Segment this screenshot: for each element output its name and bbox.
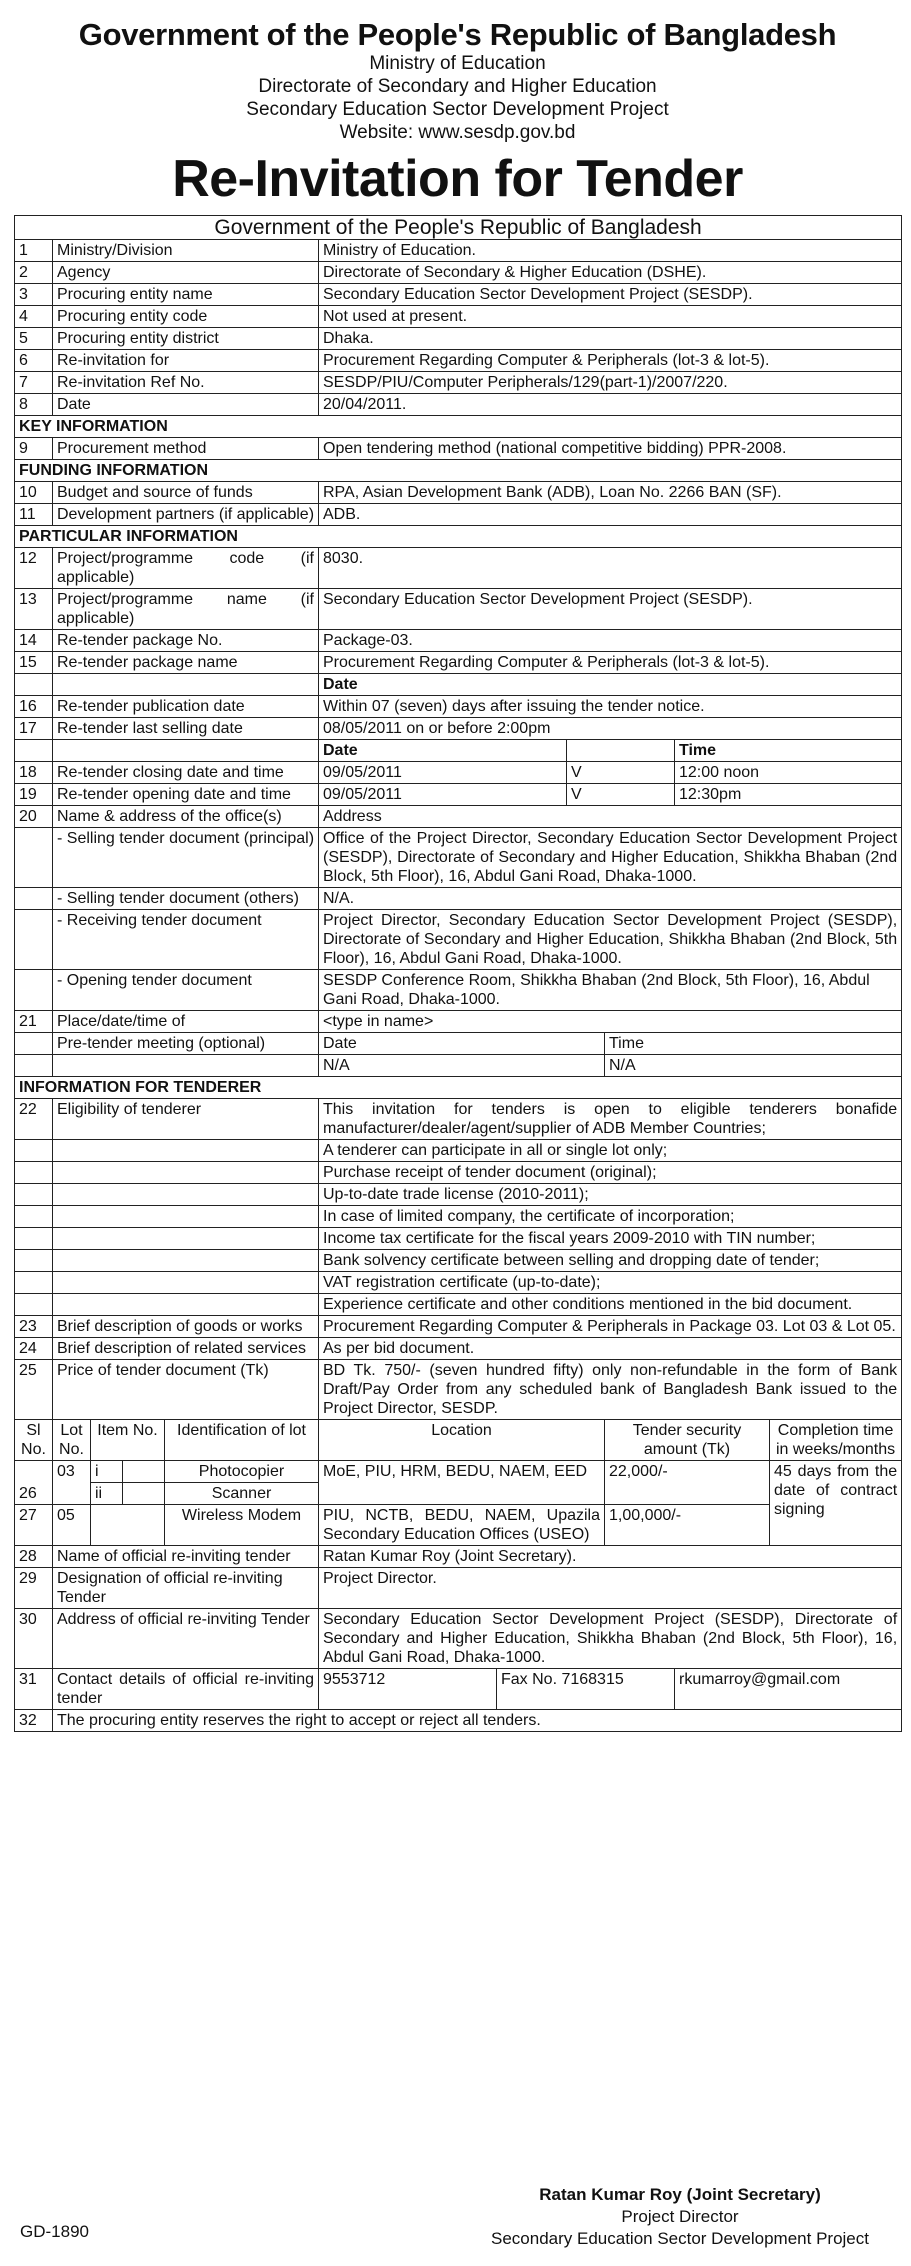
table-row — [15, 481, 902, 503]
lot-number: 05 — [53, 1504, 91, 1545]
row-label: - Receiving tender document — [53, 909, 319, 969]
time-label: Time — [605, 1032, 902, 1054]
opening-date: 09/05/2011 — [319, 783, 567, 805]
row-label: Name & address of the office(s) — [53, 805, 319, 827]
row-value: Procurement Regarding Computer & Peripherals (lot-3 & lot-5). — [319, 651, 902, 673]
row-number: 5 — [15, 327, 53, 349]
eligibility-item: Bank solvency certificate between selling and dropping date of tender; — [319, 1249, 902, 1271]
table-row — [15, 739, 902, 761]
lot-identification: Scanner — [165, 1482, 319, 1504]
row-value: <type in name> — [319, 1010, 902, 1032]
signature-block — [470, 2184, 890, 2250]
row-label: Re-tender publication date — [53, 695, 319, 717]
lot-row — [15, 1460, 902, 1482]
row-label: Address of official re-inviting Tender — [53, 1608, 319, 1668]
ministry: Ministry of Education — [369, 53, 546, 75]
meeting-date: N/A — [319, 1054, 605, 1076]
row-label: Brief description of related services — [53, 1337, 319, 1359]
table-row — [15, 629, 902, 651]
row-number: 32 — [15, 1709, 53, 1731]
lot-sl: 27 — [15, 1504, 53, 1545]
table-row — [15, 695, 902, 717]
row-value: Procurement Regarding Computer & Peripherals (lot-3 & lot-5). — [319, 349, 902, 371]
closing-time: 12:00 noon — [675, 761, 902, 783]
row-value: Not used at present. — [319, 305, 902, 327]
table-row — [15, 1010, 902, 1032]
table-row — [15, 588, 902, 629]
lot-row — [15, 1504, 902, 1545]
table-row — [15, 1183, 902, 1205]
row-label: Ministry/Division — [53, 239, 319, 261]
tender-table — [14, 215, 902, 1732]
table-row — [15, 887, 902, 909]
row-label: Development partners (if applicable) — [53, 503, 319, 525]
lot-location: PIU, NCTB, BEDU, NAEM, Upazila Secondary Education Offices (USEO) — [319, 1504, 605, 1545]
table-row — [15, 261, 902, 283]
lot-location: MoE, PIU, HRM, BEDU, NAEM, EED — [319, 1460, 605, 1504]
eligibility-item: VAT registration certificate (up-to-date); — [319, 1271, 902, 1293]
page-title: Re-Invitation for Tender — [172, 150, 743, 209]
lot-sl: 26 — [15, 1460, 53, 1504]
time-label: Time — [675, 739, 902, 761]
row-value: 20/04/2011. — [319, 393, 902, 415]
table-row — [15, 717, 902, 739]
table-row — [15, 1567, 902, 1608]
table-caption-row — [15, 215, 902, 239]
signatory-org: Secondary Education Sector Development Project — [491, 2229, 869, 2248]
row-value: BD Tk. 750/- (seven hundred fifty) only non-refundable in the form of Bank Draft/Pay Order from any scheduled bank of Bangladesh Bank issued to the Project Director, SESDP. — [319, 1359, 902, 1419]
table-row — [15, 327, 902, 349]
row-value: Ratan Kumar Roy (Joint Secretary). — [319, 1545, 902, 1567]
row-label: Re-invitation for — [53, 349, 319, 371]
row-value: Ministry of Education. — [319, 239, 902, 261]
row-label: Procuring entity district — [53, 327, 319, 349]
col-security: Tender security amount (Tk) — [605, 1419, 770, 1460]
row-label: Project/programme code (if applicable) — [53, 547, 319, 588]
table-row — [15, 909, 902, 969]
table-row — [15, 1709, 902, 1731]
row-value: Project Director, Secondary Education Sector Development Project (SESDP), Directorate of Secondary and Higher Education, Shikkha Bhaban (2nd Block, 5th Floor), 16, Abdul Gani Road, Dhaka-1000. — [319, 909, 902, 969]
row-value: Dhaka. — [319, 327, 902, 349]
row-value: RPA, Asian Development Bank (ADB), Loan No. 2266 BAN (SF). — [319, 481, 902, 503]
website: Website: www.sesdp.gov.bd — [339, 121, 576, 143]
row-value: SESDP Conference Room, Shikkha Bhaban (2nd Block, 5th Floor), 16, Abdul Gani Road, Dhaka-1000. — [319, 969, 902, 1010]
mark: V — [567, 783, 675, 805]
table-row — [15, 349, 902, 371]
row-number: 20 — [15, 805, 53, 827]
item-number: ii — [91, 1482, 123, 1504]
row-value: Secondary Education Sector Development Project (SESDP). — [319, 283, 902, 305]
row-number: 13 — [15, 588, 53, 629]
row-number: 19 — [15, 783, 53, 805]
table-row — [15, 1271, 902, 1293]
row-value: N/A. — [319, 887, 902, 909]
table-row — [15, 1668, 902, 1709]
signatory-title: Project Director — [621, 2207, 739, 2226]
table-row — [15, 805, 902, 827]
row-number: 2 — [15, 261, 53, 283]
row-number: 21 — [15, 1010, 53, 1032]
opening-time: 12:30pm — [675, 783, 902, 805]
col-sl: Sl No. — [15, 1419, 53, 1460]
date-label: Date — [319, 739, 567, 761]
table-row — [15, 1359, 902, 1419]
section-heading-key-information: KEY INFORMATION — [15, 415, 902, 437]
row-label: Pre-tender meeting (optional) — [53, 1032, 319, 1054]
row-number: 30 — [15, 1608, 53, 1668]
table-row — [15, 673, 902, 695]
section-heading-row — [15, 525, 902, 547]
section-heading-tenderer: INFORMATION FOR TENDERER — [15, 1076, 902, 1098]
table-row — [15, 547, 902, 588]
row-label: Price of tender document (Tk) — [53, 1359, 319, 1419]
contact-email[interactable]: rkumarroy@gmail.com — [675, 1668, 902, 1709]
row-label: Re-tender package name — [53, 651, 319, 673]
table-row — [15, 1161, 902, 1183]
table-row — [15, 283, 902, 305]
table-row — [15, 1227, 902, 1249]
table-row — [15, 1098, 902, 1139]
lot-header-row — [15, 1419, 902, 1460]
row-value: Procurement Regarding Computer & Peripherals in Package 03. Lot 03 & Lot 05. — [319, 1315, 902, 1337]
section-heading-row — [15, 459, 902, 481]
section-heading-particular: PARTICULAR INFORMATION — [15, 525, 902, 547]
row-number: 24 — [15, 1337, 53, 1359]
section-heading-row — [15, 1076, 902, 1098]
header — [14, 16, 901, 211]
row-label: Re-tender last selling date — [53, 717, 319, 739]
row-number: 8 — [15, 393, 53, 415]
row-number: 10 — [15, 481, 53, 503]
row-value: ADB. — [319, 503, 902, 525]
project: Secondary Education Sector Development Project — [246, 98, 669, 120]
row-label: - Selling tender document (others) — [53, 887, 319, 909]
lot-identification: Wireless Modem — [165, 1504, 319, 1545]
table-row — [15, 827, 902, 887]
row-value: Within 07 (seven) days after issuing the tender notice. — [319, 695, 902, 717]
row-number: 4 — [15, 305, 53, 327]
col-item: Item No. — [91, 1419, 165, 1460]
row-label: Date — [53, 393, 319, 415]
row-value: Secondary Education Sector Development Project (SESDP), Directorate of Secondary and Higher Education, Shikkha Bhaban (2nd Block, 5th Floor), 16, Abdul Gani Road, Dhaka-1000. — [319, 1608, 902, 1668]
table-row — [15, 1337, 902, 1359]
row-number: 12 — [15, 547, 53, 588]
row-label: Eligibility of tenderer — [53, 1098, 319, 1139]
eligibility-item: This invitation for tenders is open to eligible tenderers bonafide manufacturer/dealer/agent/supplier of ADB Member Countries; — [319, 1098, 902, 1139]
row-label: Re-invitation Ref No. — [53, 371, 319, 393]
date-label: Date — [319, 673, 902, 695]
col-location: Location — [319, 1419, 605, 1460]
row-number: 18 — [15, 761, 53, 783]
table-row — [15, 761, 902, 783]
mark: V — [567, 761, 675, 783]
table-row — [15, 239, 902, 261]
table-row — [15, 1032, 902, 1054]
table-row — [15, 503, 902, 525]
row-label: Agency — [53, 261, 319, 283]
row-value: Project Director. — [319, 1567, 902, 1608]
table-row — [15, 1608, 902, 1668]
row-label: Procuring entity code — [53, 305, 319, 327]
row-label: Contact details of official re-inviting tender — [53, 1668, 319, 1709]
gov-title: Government of the People's Republic of Bangladesh — [78, 17, 837, 52]
row-label: Re-tender package No. — [53, 629, 319, 651]
col-identification: Identification of lot — [165, 1419, 319, 1460]
row-label: Re-tender opening date and time — [53, 783, 319, 805]
table-row — [15, 371, 902, 393]
closing-date: 09/05/2011 — [319, 761, 567, 783]
lot-security: 1,00,000/- — [605, 1504, 770, 1545]
date-label: Date — [319, 1032, 605, 1054]
table-row — [15, 1293, 902, 1315]
row-number: 17 — [15, 717, 53, 739]
item-number: i — [91, 1460, 123, 1482]
row-label: Name of official re-inviting tender — [53, 1545, 319, 1567]
row-label: Procuring entity name — [53, 283, 319, 305]
eligibility-item: Purchase receipt of tender document (original); — [319, 1161, 902, 1183]
table-row — [15, 1139, 902, 1161]
row-value: 8030. — [319, 547, 902, 588]
row-label: - Opening tender document — [53, 969, 319, 1010]
contact-phone: 9553712 — [319, 1668, 497, 1709]
signatory-name: Ratan Kumar Roy (Joint Secretary) — [539, 2185, 821, 2204]
col-completion: Completion time in weeks/months — [770, 1419, 902, 1460]
lot-completion: 45 days from the date of contract signing — [770, 1460, 902, 1545]
table-row — [15, 1205, 902, 1227]
eligibility-item: A tenderer can participate in all or single lot only; — [319, 1139, 902, 1161]
row-number: 15 — [15, 651, 53, 673]
directorate: Directorate of Secondary and Higher Education — [258, 75, 657, 97]
row-number: 6 — [15, 349, 53, 371]
row-value: As per bid document. — [319, 1337, 902, 1359]
row-value: Secondary Education Sector Development Project (SESDP). — [319, 588, 902, 629]
row-value: Open tendering method (national competitive bidding) PPR-2008. — [319, 437, 902, 459]
row-value: SESDP/PIU/Computer Peripherals/129(part-1)/2007/220. — [319, 371, 902, 393]
row-value: Directorate of Secondary & Higher Education (DSHE). — [319, 261, 902, 283]
row-number: 11 — [15, 503, 53, 525]
table-row — [15, 783, 902, 805]
row-label: Project/programme name (if applicable) — [53, 588, 319, 629]
lot-identification: Photocopier — [165, 1460, 319, 1482]
row-number: 28 — [15, 1545, 53, 1567]
section-heading-funding: FUNDING INFORMATION — [15, 459, 902, 481]
eligibility-item: Experience certificate and other conditions mentioned in the bid document. — [319, 1293, 902, 1315]
table-row — [15, 1315, 902, 1337]
lot-security: 22,000/- — [605, 1460, 770, 1504]
eligibility-item: Up-to-date trade license (2010-2011); — [319, 1183, 902, 1205]
row-number: 29 — [15, 1567, 53, 1608]
table-row — [15, 1545, 902, 1567]
lot-number: 03 — [53, 1460, 91, 1504]
row-label: Procurement method — [53, 437, 319, 459]
row-number: 22 — [15, 1098, 53, 1139]
table-row — [15, 393, 902, 415]
meeting-time: N/A — [605, 1054, 902, 1076]
row-number: 7 — [15, 371, 53, 393]
row-label: - Selling tender document (principal) — [53, 827, 319, 887]
row-number: 3 — [15, 283, 53, 305]
row-value: 08/05/2011 on or before 2:00pm — [319, 717, 902, 739]
eligibility-item: Income tax certificate for the fiscal years 2009-2010 with TIN number; — [319, 1227, 902, 1249]
table-row — [15, 1249, 902, 1271]
row-number: 16 — [15, 695, 53, 717]
row-label: Place/date/time of — [53, 1010, 319, 1032]
table-row — [15, 651, 902, 673]
col-lot: Lot No. — [53, 1419, 91, 1460]
row-number: 23 — [15, 1315, 53, 1337]
table-row — [15, 437, 902, 459]
row-value: Package-03. — [319, 629, 902, 651]
row-number: 14 — [15, 629, 53, 651]
table-row — [15, 1054, 902, 1076]
row-number: 25 — [15, 1359, 53, 1419]
table-caption: Government of the People's Republic of Bangladesh — [15, 215, 902, 239]
row-number: 1 — [15, 239, 53, 261]
section-heading-row — [15, 415, 902, 437]
row-value: Address — [319, 805, 902, 827]
gd-code: GD-1890 — [20, 2222, 89, 2241]
row-number: 9 — [15, 437, 53, 459]
row-value: Office of the Project Director, Secondary Education Sector Development Project (SESDP), Directorate of Secondary and Higher Education, Shikkha Bhaban (2nd Block, 5th Floor), 16, Abdul Gani Road, Dhaka-1000. — [319, 827, 902, 887]
contact-fax: Fax No. 7168315 — [497, 1668, 675, 1709]
row-label: Budget and source of funds — [53, 481, 319, 503]
table-row — [15, 305, 902, 327]
row-label: Re-tender closing date and time — [53, 761, 319, 783]
row-value: The procuring entity reserves the right to accept or reject all tenders. — [53, 1709, 902, 1731]
row-number: 31 — [15, 1668, 53, 1709]
table-row — [15, 969, 902, 1010]
row-label: Designation of official re-inviting Tender — [53, 1567, 319, 1608]
eligibility-item: In case of limited company, the certificate of incorporation; — [319, 1205, 902, 1227]
row-label: Brief description of goods or works — [53, 1315, 319, 1337]
